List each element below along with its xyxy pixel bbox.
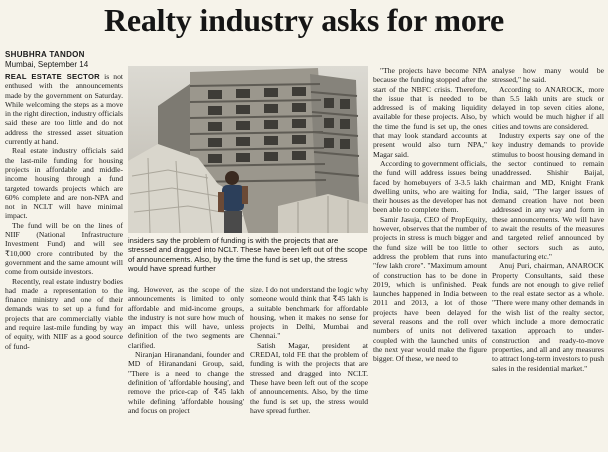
paragraph: Niranjan Hiranandani, founder and MD of Hiranandani Group, said, "There is a need to change the definition of 'affordable housing', and remove the price-cap of ₹45 lakh while defining 'affordable housing' and focus on project: [128, 350, 244, 415]
column-4: [373, 66, 487, 364]
author: SHUBHRA TANDON: [5, 50, 85, 59]
paragraph: Anuj Puri, chairman, ANAROCK Property Consultants, said these funds are not enough to give relief to the real estate sector as a whole. "There were many other demands in the wish list of the realty sector, which include a more democratic taxation approach to under-construction and ready-to-move properties, and all and any measures to attract long-term investors to push sales in the residential market.": [492, 261, 604, 373]
paragraph: Satish Magar, president at CREDAI, told FE that the problem of funding is with the projects that are stressed and dragged into NCLT. These have been left out of the scope of announcements. Also, by the time the fund is set up, the stress would have spread further.: [250, 340, 368, 415]
paragraph: According to government officials, the fund will address issues being faced by homebuyers of 3-3.5 lakh dwelling units, who are waiting for their houses as the developer has not been able to complete them.: [373, 158, 487, 215]
photo-caption: insiders say the problem of funding is with the projects that are stressed and dragged into NCLT. These have been left out of the scope of announcements. Also, by the time the fund is set up, the stress would have spread further: [128, 236, 368, 274]
column-3: [250, 285, 368, 415]
column-1: [5, 72, 123, 351]
paragraph: analyse how many would be stressed," he said.: [492, 66, 604, 85]
paragraph: "The projects have become NPA because the funding stopped after the start of the NBFC crisis. Therefore, the issue that is needed to be addressed is of making liquidity available for these projects. Also, by the time the fund is set up, the ones that may look standard accounts at present would also turn NPA," Magar said.: [373, 66, 487, 159]
photo-illustration: [128, 66, 368, 233]
paragraph: Recently, real estate industry bodies had made a representation to the finance ministry and one of their demands was to set up a fund for projects that are commercially viable and require last-mile funding by way of equity, with NIIF as a good source of fund-: [5, 276, 123, 351]
lead-text: is not enthused with the announcements made by the government on Saturday. While welcoming the steps as a move in the right direction, industry officials said these are too little and do not address the stressed asset situation currently at hand.: [5, 72, 123, 147]
paragraph: According to ANAROCK, more than 5.5 lakh units are stuck or delayed in top seven cities alone, which would be much higher if all cities and towns are considered.: [492, 84, 604, 131]
paragraph: Samir Jasuja, CEO of PropEquity, however, observes that the number of projects in stress is much bigger and the fund size will be too little to address the problem that runs into "few lakh crore". "Maximum amount of construction has to be done in 2019, which is unfinished. Peak launches happened in India between 2011 and 2013, a lot of those projects have been delayed for several reasons and the roll over numbers of units not delivered coupled with the launched units of the next year would make the figure bigger. Of these, we need to: [373, 214, 487, 364]
kicker: REAL ESTATE SECTOR: [5, 72, 100, 81]
paragraph: ing. However, as the scope of the announcements is limited to only affordable and mid-income groups, the industry is not sure how much of an impact this will have, unless definition of the two segments are clarified.: [128, 285, 244, 350]
byline: [5, 50, 125, 70]
construction-site-photo: [128, 66, 368, 233]
headline: Realty industry asks for more: [103, 2, 505, 38]
paragraph: The fund will be on the lines of NIIF (National Infrastructure Investment Fund) and will see ₹10,000 crore contributed by the government and the same amount will come from outside investors.: [5, 220, 123, 277]
paragraph: Real estate industry officials said the last-mile funding for housing projects in affordable and middle-income housing through a fund targeted towards projects which are 60% complete and are non-NPA and not in NCLT will have minimal impact.: [5, 146, 123, 221]
column-2: [128, 285, 244, 415]
column-5: [492, 66, 604, 373]
paragraph: [5, 72, 123, 146]
dateline: Mumbai, September 14: [5, 60, 89, 69]
paragraph: size. I do not understand the logic why someone would think that ₹45 lakh is a suitable benchmark for affordable housing, when it makes no sense for projects in Delhi, Mumbai and Chennai.": [250, 285, 368, 341]
paragraph: Industry experts say one of the key industry demands to provide stimulus to boost housing demand in the sector continued to remain unaddressed. Shishir Baijal, chairman and MD, Knight Frank India, said, "The larger issues of demand creation have not been addressed in any way and form in these announcements. We will have to await the results of the measures and targeted relief announced by other sectors such as auto, manufacturing etc.": [492, 131, 604, 261]
